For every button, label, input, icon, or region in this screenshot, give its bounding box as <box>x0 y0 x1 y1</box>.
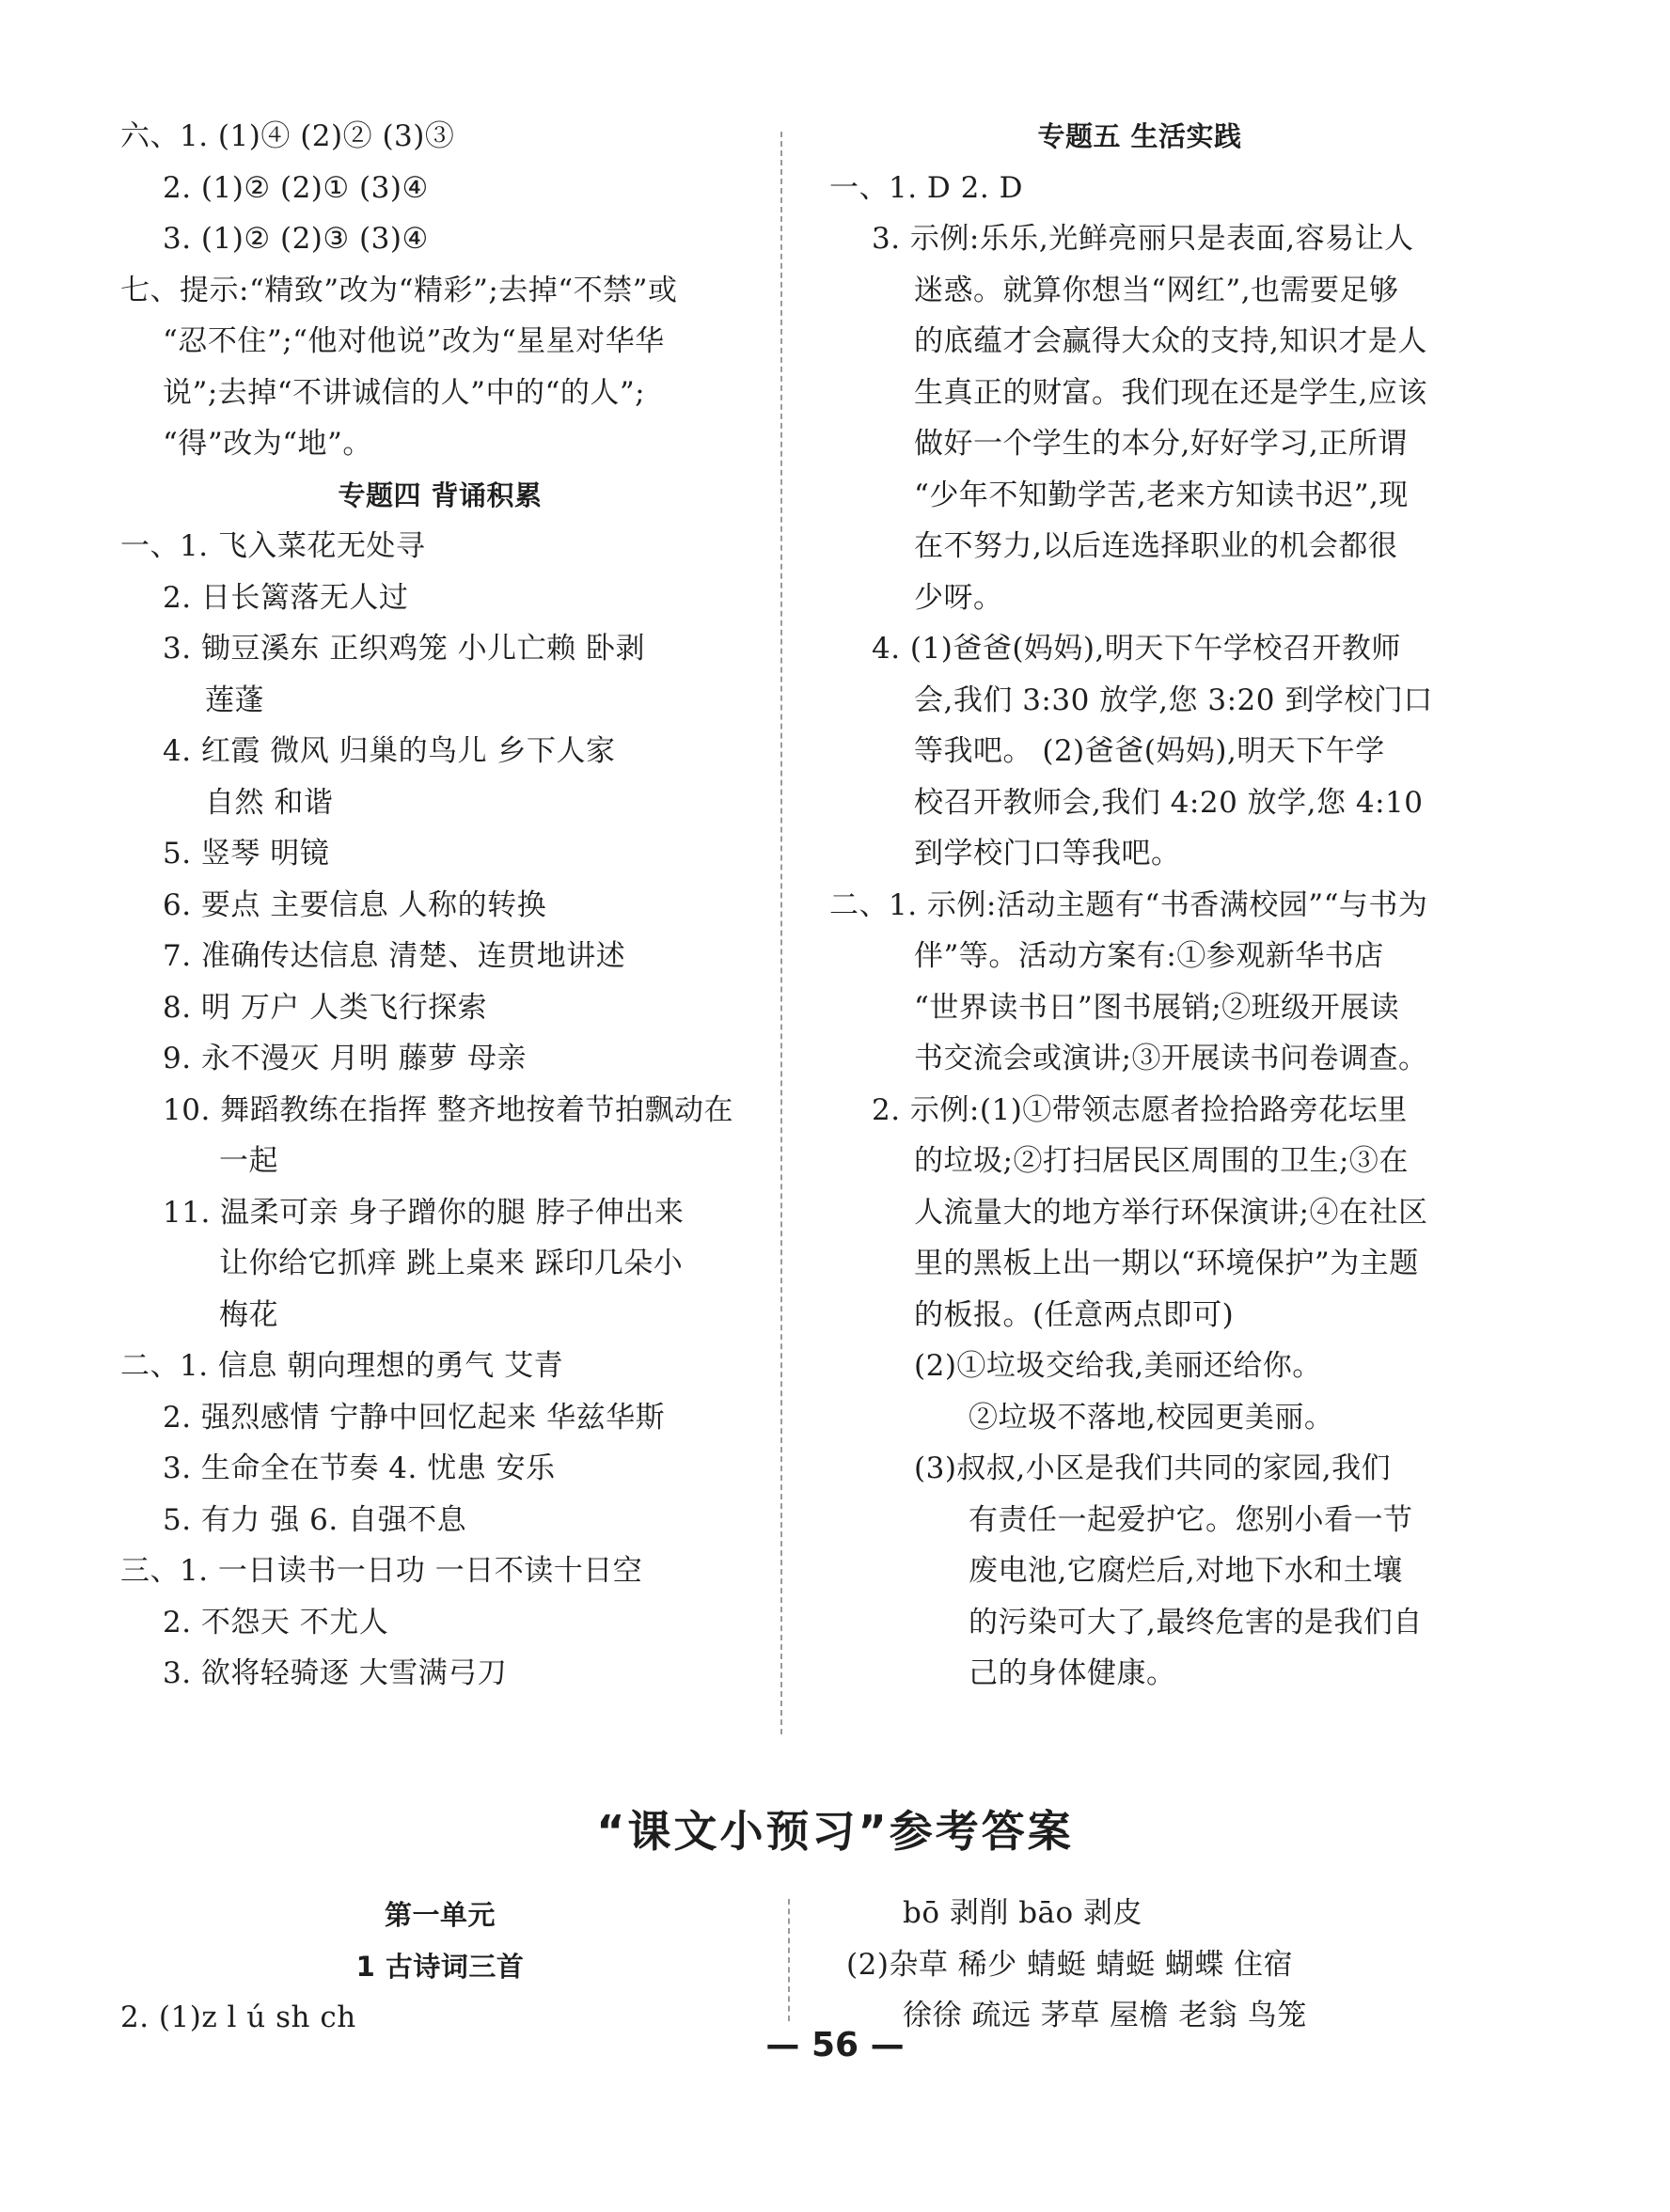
text-line: 3. 锄豆溪东 正织鸡笼 小儿亡赖 卧剥 <box>163 632 645 666</box>
text-line: 伴”等。活动方案有:①参观新华书店 <box>914 939 1384 973</box>
text-line: 一起 <box>219 1144 278 1178</box>
text-line: 自然 和谐 <box>205 785 334 820</box>
bottom-left-column <box>120 1890 760 2044</box>
text-line: 第一单元 <box>384 1899 496 1931</box>
text-line: 10. 舞蹈教练在指挥 整齐地按着节拍飘动在 <box>163 1092 734 1127</box>
text-line: ②垃圾不落地,校园更美丽。 <box>969 1400 1334 1435</box>
text-line: 2. 不怨天 不尤人 <box>163 1605 389 1639</box>
text-line: 的底蕴才会赢得大众的支持,知识才是人 <box>914 324 1427 358</box>
text-line: “少年不知勤学苦,老来方知读书迟”,现 <box>914 478 1409 512</box>
text-line: 迷惑。就算你想当“网红”,也需要足够 <box>914 273 1399 307</box>
text-line: 7. 准确传达信息 清楚、连贯地讲述 <box>163 939 626 973</box>
text-line: (2)杂草 稀少 蜻蜓 蜻蜓 蝴蝶 住宿 <box>846 1947 1294 1982</box>
text-line: “忍不住”;“他对他说”改为“星星对华华 <box>163 324 665 358</box>
text-line: 6. 要点 主要信息 人称的转换 <box>163 887 547 922</box>
text-line: 3. (1)② (2)③ (3)④ <box>163 222 429 256</box>
text-line: 徐徐 疏远 茅草 屋檐 老翁 鸟笼 <box>903 1999 1307 2032</box>
text-line: 的垃圾;②打扫居民区周围的卫生;③在 <box>914 1144 1409 1178</box>
bottom-column-divider <box>788 1899 790 2021</box>
text-line: “世界读书日”图书展销;②班级开展读 <box>914 990 1400 1025</box>
text-line: 的板报。(任意两点即可) <box>914 1297 1235 1332</box>
text-line: 2. 强烈感情 宁静中回忆起来 华兹华斯 <box>163 1400 666 1435</box>
text-line: 己的身体健康。 <box>969 1656 1176 1690</box>
text-line: 在不努力,以后连选择职业的机会都很 <box>914 529 1398 563</box>
left-column <box>120 111 760 1700</box>
text-line: 专题五 生活实践 <box>1037 120 1242 152</box>
text-line: 2. 示例:(1)①带领志愿者捡拾路旁花坛里 <box>872 1092 1408 1127</box>
text-line: 到学校门口等我吧。 <box>914 837 1181 871</box>
text-line: 说”;去掉“不讲诚信的人”中的“的人”; <box>163 375 646 410</box>
text-line: 里的黑板上出一期以“环境保护”为主题 <box>914 1247 1419 1280</box>
right-column <box>829 111 1450 1700</box>
section-title: “课文小预习”参考答案 <box>596 1806 1074 1857</box>
text-line: (3)叔叔,小区是我们共同的家园,我们 <box>914 1451 1392 1485</box>
text-line: 一、1. D 2. D <box>829 170 1023 205</box>
text-line: 做好一个学生的本分,好好学习,正所谓 <box>914 427 1408 461</box>
text-line: 5. 有力 强 6. 自强不息 <box>163 1502 467 1537</box>
text-line: 9. 永不漫灭 月明 藤萝 母亲 <box>163 1042 527 1075</box>
text-line: “得”改为“地”。 <box>163 427 372 461</box>
text-line: 人流量大的地方举行环保演讲;④在社区 <box>914 1195 1428 1230</box>
text-line: 2. (1)z l ú sh ch <box>120 2000 356 2034</box>
text-line: 生真正的财富。我们现在还是学生,应该 <box>914 375 1427 410</box>
text-line: 梅花 <box>219 1297 278 1332</box>
column-divider <box>780 132 782 1734</box>
text-line: 三、1. 一日读书一日功 一日不读十日空 <box>120 1554 643 1588</box>
text-line: 5. 竖琴 明镜 <box>163 837 330 871</box>
text-line: 3. 示例:乐乐,光鲜亮丽只是表面,容易让人 <box>872 222 1414 256</box>
text-line: 二、1. 信息 朝向理想的勇气 艾青 <box>120 1349 564 1383</box>
text-line: 专题四 背诵积累 <box>338 478 543 511</box>
text-line: 等我吧。 (2)爸爸(妈妈),明天下午学 <box>914 734 1385 768</box>
text-line: 书交流会或演讲;③开展读书问卷调查。 <box>914 1042 1428 1075</box>
text-line: 4. 红霞 微风 归巢的鸟儿 乡下人家 <box>163 734 616 768</box>
text-line: (2)①垃圾交给我,美丽还给你。 <box>914 1349 1322 1383</box>
text-line: 让你给它抓痒 跳上桌来 踩印几朵小 <box>219 1247 684 1280</box>
text-line: 有责任一起爱护它。您别小看一节 <box>969 1502 1413 1537</box>
text-line: 3. 欲将轻骑逐 大雪满弓刀 <box>163 1656 508 1690</box>
text-line: 1 古诗词三首 <box>355 1950 525 1983</box>
page-number: — 56 — <box>765 2026 905 2064</box>
text-line: 2. 日长篱落无人过 <box>163 580 409 615</box>
text-line: 废电池,它腐烂后,对地下水和土壤 <box>969 1554 1403 1588</box>
text-line: 六、1. (1)④ (2)② (3)③ <box>120 119 455 153</box>
text-line: 的污染可大了,最终危害的是我们自 <box>969 1605 1423 1639</box>
bottom-right-column <box>846 1888 1457 2042</box>
text-line: 少呀。 <box>914 580 1003 615</box>
text-line: 校召开教师会,我们 4:20 放学,您 4:10 <box>914 785 1424 820</box>
text-line: 4. (1)爸爸(妈妈),明天下午学校召开教师 <box>872 632 1401 666</box>
text-line: 3. 生命全在节奏 4. 忧患 安乐 <box>163 1451 556 1485</box>
text-line: 8. 明 万户 人类飞行探索 <box>163 990 488 1025</box>
text-line: 会,我们 3:30 放学,您 3:20 到学校门口 <box>914 682 1433 717</box>
text-line: 2. (1)② (2)① (3)④ <box>163 170 429 205</box>
text-line: bō 剥削 bāo 剥皮 <box>903 1896 1143 1930</box>
text-line: 11. 温柔可亲 身子蹭你的腿 脖子伸出来 <box>163 1195 685 1230</box>
text-line: 一、1. 飞入菜花无处寻 <box>120 529 426 563</box>
text-line: 七、提示:“精致”改为“精彩”;去掉“不禁”或 <box>120 273 678 307</box>
text-line: 莲蓬 <box>205 682 264 717</box>
text-line: 二、1. 示例:活动主题有“书香满校园”“与书为 <box>829 887 1428 922</box>
